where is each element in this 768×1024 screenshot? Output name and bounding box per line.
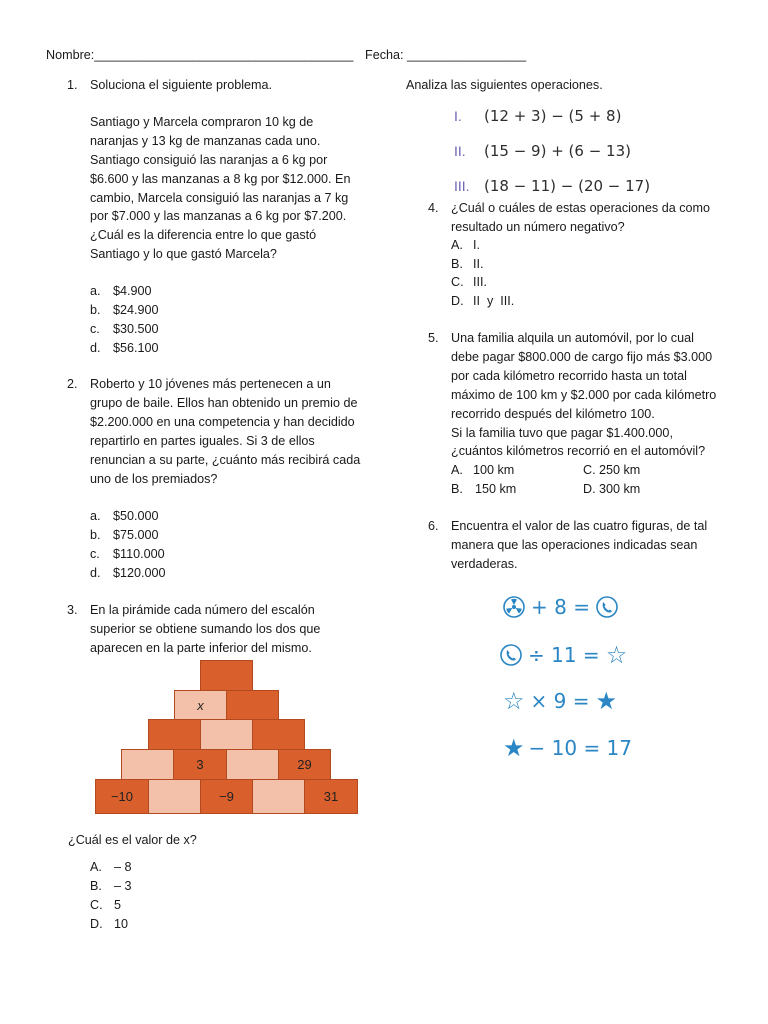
phone-icon: [596, 596, 618, 618]
option-value: – 3: [114, 879, 132, 893]
operation-expression: (15 − 9) + (6 − 13): [484, 142, 631, 160]
radiation-icon: [503, 596, 525, 618]
question-text-line: repartirlo en partes iguales. Si 3 de ellos: [90, 434, 315, 448]
option-letter: C.: [451, 275, 464, 289]
roman-numeral: II.: [454, 143, 466, 159]
question-text-line: $2.200.000 en una competencia y han decidido: [90, 415, 355, 429]
question-text-line: Encuentra el valor de las cuatro figuras, de tal: [451, 519, 708, 533]
star-filled-icon: ★: [503, 734, 525, 762]
question-text-line: máximo de 100 km y $2.000 por cada kilómetro: [451, 388, 717, 402]
option-value: $110.000: [113, 547, 165, 561]
option-letter: B.: [90, 879, 102, 893]
option-letter: C.: [583, 463, 596, 477]
question-text-line: debe pagar $800.000 de cargo fijo más $3.000: [451, 350, 713, 364]
option-b[interactable]: [451, 480, 516, 498]
equation-operator: + 8 =: [531, 595, 590, 619]
option-a[interactable]: [90, 507, 159, 525]
option-b[interactable]: [90, 877, 132, 895]
option-value: 250 km: [599, 463, 641, 477]
option-letter: b.: [90, 303, 101, 317]
figure-equation-3: [503, 688, 617, 714]
phone-icon: [500, 644, 522, 666]
equation-operator: − 10 = 17: [528, 736, 633, 760]
pyramid-cell: [148, 779, 201, 814]
pyramid-cell-value: 3: [173, 749, 227, 780]
option-letter: B.: [451, 257, 463, 271]
option-letter: a.: [90, 509, 101, 523]
question-number: 6.: [428, 519, 439, 533]
option-d[interactable]: [90, 339, 159, 357]
figure-equation-2: [500, 642, 627, 668]
question-number: 1.: [67, 78, 78, 92]
option-letter: D.: [451, 294, 464, 308]
question-text-line: manera que las operaciones indicadas sean: [451, 538, 698, 552]
pyramid-cell-value: 31: [304, 779, 358, 814]
pyramid-cell: [252, 779, 305, 814]
pyramid-cell-x: x: [174, 690, 227, 720]
option-value: II.: [473, 257, 484, 271]
question-number: 4.: [428, 201, 439, 215]
question-text-line: aparecen en la parte inferior del mismo.: [90, 641, 312, 655]
question-text-line: renuncian a su parte, ¿cuánto más recibirá cada: [90, 453, 361, 467]
pyramid-cell: [121, 749, 174, 780]
option-value: II y III.: [473, 294, 515, 308]
pyramid-cell: [200, 660, 253, 691]
name-field[interactable]: Nombre:_____________________________________: [46, 48, 354, 62]
operation-expression: (12 + 3) − (5 + 8): [484, 107, 622, 125]
option-d[interactable]: [451, 292, 514, 310]
option-value: III.: [473, 275, 487, 289]
option-letter: c.: [90, 547, 100, 561]
option-letter: b.: [90, 528, 101, 542]
option-letter: a.: [90, 284, 101, 298]
option-letter: d.: [90, 566, 101, 580]
option-b[interactable]: [90, 526, 159, 544]
pyramid-cell: [252, 719, 305, 750]
option-letter: B.: [451, 482, 463, 496]
pyramid-cell: [226, 749, 279, 780]
option-letter: C.: [90, 898, 103, 912]
question-text-line: ¿Cuál es la diferencia entre lo que gastó: [90, 228, 317, 242]
option-value: $120.000: [113, 566, 166, 580]
question-text-line: por $7.000 y las manzanas a 6 kg por $7.200.: [90, 209, 347, 223]
roman-numeral: I.: [454, 108, 462, 124]
roman-numeral: III.: [454, 178, 470, 194]
question-text-line: ¿Cuál o cuáles de estas operaciones da como: [451, 201, 711, 215]
option-letter: A.: [90, 860, 102, 874]
option-c[interactable]: [90, 545, 165, 563]
question-number: 2.: [67, 377, 78, 391]
option-d[interactable]: [90, 915, 128, 933]
option-d[interactable]: [90, 564, 166, 582]
question-number: 3.: [67, 603, 78, 617]
option-value: I.: [473, 238, 480, 252]
date-field[interactable]: Fecha: _________________: [365, 48, 527, 62]
option-letter: D.: [583, 482, 596, 496]
option-b[interactable]: [451, 255, 484, 273]
option-c[interactable]: [583, 461, 640, 479]
operation-ii: [454, 142, 631, 160]
question-text-line: Si la familia tuvo que pagar $1.400.000,: [451, 426, 673, 440]
equation-operator: × 9 =: [530, 689, 590, 713]
question-text-line: uno de los premiados?: [90, 472, 218, 486]
option-value: 10: [114, 917, 129, 931]
question-text-line: cambio, Marcela consiguió las naranjas a 7 kg: [90, 191, 349, 205]
figure-equation-4: [503, 735, 632, 761]
question-text-line: Roberto y 10 jóvenes más pertenecen a un: [90, 377, 331, 391]
operation-expression: (18 − 11) − (20 − 17): [484, 177, 651, 195]
question-text-line: recorrido después del kilómetro 100.: [451, 407, 655, 421]
operation-i: [454, 107, 621, 125]
question-text-line: Santiago y lo que gastó Marcela?: [90, 247, 277, 261]
question-text-line: naranjas y 13 kg de manzanas cada uno.: [90, 134, 321, 148]
question-text-line: $6.600 y las manzanas a 8 kg por $12.000. En: [90, 172, 351, 186]
question-text-line: ¿Cuál es el valor de x?: [68, 833, 197, 847]
question-text-line: En la pirámide cada número del escalón: [90, 603, 315, 617]
option-value: $30.500: [113, 322, 159, 336]
star-filled-icon: ★: [595, 687, 617, 715]
question-prompt: Soluciona el siguiente problema.: [90, 78, 273, 92]
option-value: 5: [114, 898, 122, 912]
option-c[interactable]: [90, 896, 121, 914]
question-text-line: ¿cuántos kilómetros recorrió en el automóvil?: [451, 444, 706, 458]
question-text-line: Santiago y Marcela compraron 10 kg de: [90, 115, 314, 129]
option-value: $75.000: [113, 528, 159, 542]
pyramid-cell: [148, 719, 201, 750]
operation-iii: [454, 177, 650, 195]
question-text-line: grupo de baile. Ellos han obtenido un premio de: [90, 396, 358, 410]
option-letter: D.: [90, 917, 103, 931]
option-a[interactable]: [451, 461, 514, 479]
pyramid-cell-value: −10: [95, 779, 149, 814]
question-text-line: Santiago consiguió las naranjas a 6 kg por: [90, 153, 328, 167]
pyramid-cell: [226, 690, 279, 720]
option-letter: A.: [451, 238, 463, 252]
option-c[interactable]: [451, 273, 487, 291]
option-value: 100 km: [473, 463, 515, 477]
option-value: $50.000: [113, 509, 159, 523]
option-letter: d.: [90, 341, 101, 355]
option-letter: c.: [90, 322, 100, 336]
pyramid-cell-value: −9: [200, 779, 253, 814]
question-text-line: Una familia alquila un automóvil, por lo cual: [451, 331, 694, 345]
option-a[interactable]: [90, 858, 132, 876]
question-text-line: resultado un número negativo?: [451, 220, 625, 234]
figure-equation-1: [503, 594, 618, 620]
option-value: 300 km: [599, 482, 641, 496]
option-value: $56.100: [113, 341, 159, 355]
option-d[interactable]: [583, 480, 640, 498]
question-text-line: por cada kilómetro recorrido hasta un total: [451, 369, 687, 383]
question-text-line: superior se obtiene sumando los dos que: [90, 622, 321, 636]
pyramid-cell-value: 29: [278, 749, 331, 780]
star-outline-icon: ☆: [605, 641, 628, 669]
option-a[interactable]: [90, 282, 152, 300]
option-a[interactable]: [451, 236, 480, 254]
operations-intro: Analiza las siguientes operaciones.: [406, 78, 603, 92]
option-value: 150 km: [475, 482, 517, 496]
option-value: $24.900: [113, 303, 159, 317]
option-c[interactable]: [90, 320, 159, 338]
star-outline-icon: ☆: [503, 687, 525, 715]
option-letter: A.: [451, 463, 463, 477]
equation-operator: ÷ 11 =: [528, 643, 600, 667]
option-b[interactable]: [90, 301, 159, 319]
question-text-line: verdaderas.: [451, 557, 518, 571]
option-value: – 8: [114, 860, 132, 874]
pyramid-cell: [200, 719, 253, 750]
option-value: $4.900: [113, 284, 152, 298]
question-number: 5.: [428, 331, 439, 345]
